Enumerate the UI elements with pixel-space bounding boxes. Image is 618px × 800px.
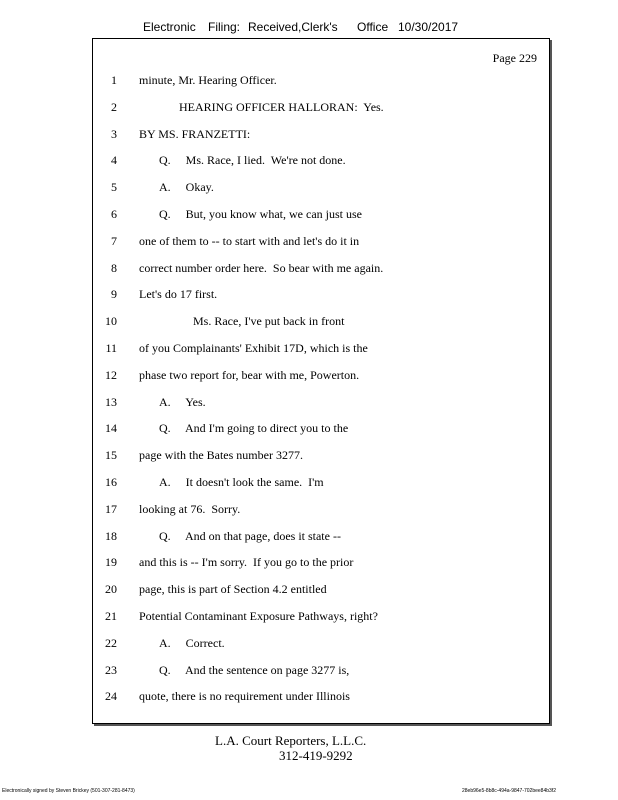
line-number: 17 bbox=[105, 501, 117, 516]
line-text: Q. And I'm going to direct you to the bbox=[159, 421, 349, 436]
signature-right: 28eb96e5-8b8c-494a-9847-702bee84b3f2 bbox=[462, 788, 556, 794]
transcript-line bbox=[93, 153, 533, 173]
line-number: 12 bbox=[105, 367, 117, 382]
line-text: Q. But, you know what, we can just use bbox=[159, 207, 362, 221]
line-number: 24 bbox=[105, 689, 117, 704]
line-number: 22 bbox=[105, 635, 117, 650]
line-text: Ms. Race, I've put back in front bbox=[193, 314, 345, 329]
line-number: 6 bbox=[111, 207, 117, 221]
transcript-line bbox=[93, 475, 533, 495]
line-text: and this is -- I'm sorry. If you go to the prior bbox=[139, 555, 354, 570]
line-number: 14 bbox=[105, 421, 117, 436]
transcript-line bbox=[93, 663, 533, 683]
transcript-line bbox=[93, 341, 533, 361]
line-text: A. Yes. bbox=[159, 394, 206, 409]
transcript-line bbox=[93, 582, 533, 602]
line-text: A. Correct. bbox=[159, 635, 225, 650]
transcript-line bbox=[93, 314, 533, 334]
line-text: quote, there is no requirement under Illinois bbox=[139, 689, 350, 704]
line-number: 10 bbox=[105, 314, 117, 329]
line-number: 8 bbox=[111, 260, 117, 275]
header-date: 10/30/2017 bbox=[398, 20, 459, 34]
line-number: 9 bbox=[111, 287, 117, 302]
line-number: 1 bbox=[111, 73, 117, 87]
line-number: 23 bbox=[105, 662, 117, 677]
footer-company: L.A. Court Reporters, L.L.C. bbox=[215, 733, 367, 748]
transcript-line bbox=[93, 207, 533, 227]
line-text: of you Complainants' Exhibit 17D, which is the bbox=[139, 341, 368, 355]
header-electronic: Electronic bbox=[143, 20, 196, 34]
transcript-line bbox=[93, 502, 533, 522]
line-text: BY MS. FRANZETTI: bbox=[139, 126, 251, 141]
line-text: A. It doesn't look the same. I'm bbox=[159, 475, 324, 489]
line-number: 13 bbox=[105, 394, 117, 409]
line-text: Let's do 17 first. bbox=[139, 287, 218, 302]
header-filing: Filing: bbox=[208, 20, 241, 34]
transcript-line bbox=[93, 127, 533, 147]
line-text: looking at 76. Sorry. bbox=[139, 501, 241, 516]
transcript-page bbox=[92, 38, 550, 724]
footer-phone: 312-419-9292 bbox=[279, 748, 353, 763]
transcript-line bbox=[93, 636, 533, 656]
page-number: Page 229 bbox=[492, 51, 537, 65]
line-number: 7 bbox=[111, 233, 117, 248]
line-text: HEARING OFFICER HALLORAN: Yes. bbox=[179, 99, 384, 114]
line-text: A. Okay. bbox=[159, 180, 214, 195]
line-number: 16 bbox=[105, 475, 117, 489]
transcript-line bbox=[93, 609, 533, 629]
header-received: Received,Clerk's bbox=[248, 20, 338, 34]
transcript-line bbox=[93, 555, 533, 575]
line-text: Q. Ms. Race, I lied. We're not done. bbox=[159, 153, 346, 168]
transcript-line bbox=[93, 448, 533, 468]
line-text: phase two report for, bear with me, Powerton. bbox=[139, 367, 360, 382]
transcript-line bbox=[93, 234, 533, 254]
line-text: Q. And the sentence on page 3277 is, bbox=[159, 662, 350, 677]
line-number: 19 bbox=[105, 555, 117, 570]
transcript-line bbox=[93, 287, 533, 307]
transcript-line bbox=[93, 100, 533, 120]
line-text: correct number order here. So bear with me again. bbox=[139, 260, 384, 275]
line-text: page, this is part of Section 4.2 entitled bbox=[139, 582, 327, 597]
line-number: 18 bbox=[105, 528, 117, 543]
transcript-line bbox=[93, 261, 533, 281]
transcript-line bbox=[93, 73, 533, 93]
line-text: one of them to -- to start with and let's do it in bbox=[139, 233, 360, 248]
line-text: minute, Mr. Hearing Officer. bbox=[139, 73, 277, 87]
transcript-line bbox=[93, 529, 533, 549]
line-number: 4 bbox=[111, 153, 117, 168]
line-number: 21 bbox=[105, 609, 117, 623]
transcript-line bbox=[93, 180, 533, 200]
line-number: 2 bbox=[111, 99, 117, 114]
signature-left: Electronically signed by Steven Brickey (501-307-281-8473) bbox=[2, 788, 135, 794]
line-text: Potential Contaminant Exposure Pathways, right? bbox=[139, 609, 378, 623]
transcript-line bbox=[93, 689, 533, 709]
header-office: Office bbox=[357, 20, 389, 34]
line-number: 11 bbox=[105, 341, 117, 355]
line-number: 20 bbox=[105, 582, 117, 597]
transcript-line bbox=[93, 421, 533, 441]
transcript-line bbox=[93, 395, 533, 415]
line-number: 5 bbox=[111, 180, 117, 195]
transcript-line bbox=[93, 368, 533, 388]
line-text: Q. And on that page, does it state -- bbox=[159, 528, 341, 543]
line-number: 3 bbox=[111, 126, 117, 141]
line-number: 15 bbox=[105, 448, 117, 463]
line-text: page with the Bates number 3277. bbox=[139, 448, 303, 463]
